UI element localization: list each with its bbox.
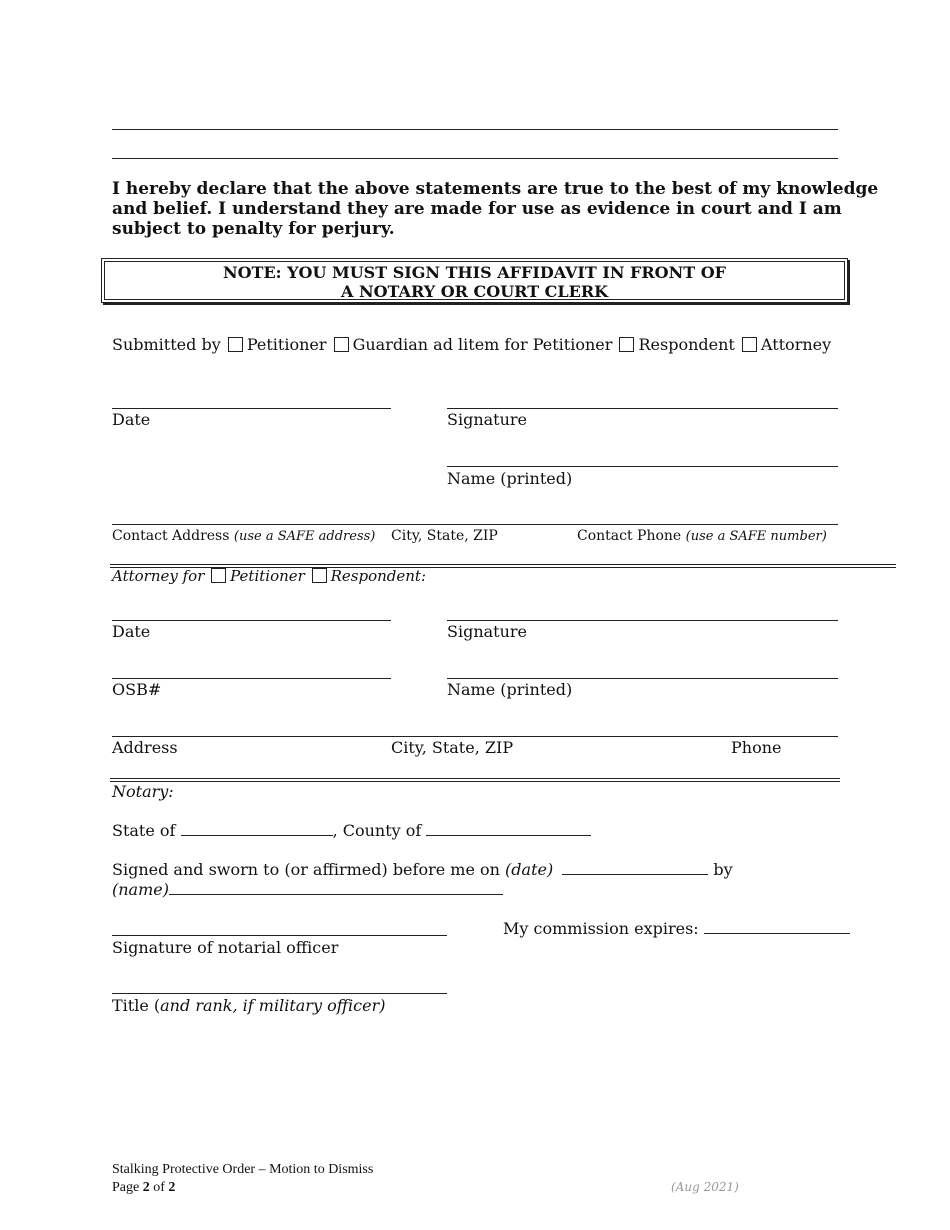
- attorney-date-label: Date: [112, 622, 151, 641]
- state-of-label: State of: [112, 821, 176, 840]
- attorney-phone-label: Phone: [731, 738, 782, 757]
- checkbox-guardian[interactable]: [334, 337, 349, 352]
- contact-phone-note: (use a SAFE number): [685, 529, 827, 544]
- date-italic-label: (date): [505, 860, 554, 879]
- sworn-name-field[interactable]: [169, 880, 503, 895]
- commission-expires-field[interactable]: [704, 919, 850, 934]
- checkbox-attorney[interactable]: [742, 337, 757, 352]
- contact-address-label: Contact Address (use a SAFE address): [112, 528, 376, 544]
- osb-field-line[interactable]: [112, 678, 391, 679]
- statement-line-2[interactable]: [112, 158, 838, 159]
- declaration-text: [112, 179, 878, 239]
- attorney-name-printed-field-line[interactable]: [447, 678, 838, 679]
- attorney-for-label: Attorney for: [112, 567, 205, 585]
- by-label: by: [713, 860, 733, 879]
- notary-signature-label: Signature of notarial officer: [112, 938, 339, 957]
- signature-field-line[interactable]: [447, 408, 838, 409]
- footer-page-number: Page 2 of 2: [112, 1180, 176, 1195]
- name-printed-field-line[interactable]: [447, 466, 838, 467]
- checkbox-petitioner[interactable]: [228, 337, 243, 352]
- attorney-city-state-zip-label: City, State, ZIP: [391, 738, 514, 757]
- section-divider-notary: [110, 778, 840, 782]
- state-field[interactable]: [181, 821, 333, 836]
- attorney-signature-field-line[interactable]: [447, 620, 838, 621]
- note-line-1: NOTE: YOU MUST SIGN THIS AFFIDAVIT IN FRONT OF: [222, 263, 727, 282]
- date-field-line[interactable]: [112, 408, 391, 409]
- attorney-address-field-line[interactable]: [112, 736, 838, 737]
- attorney-option-petitioner: Petitioner: [230, 567, 305, 585]
- attorney-option-respondent: Respondent:: [330, 567, 426, 585]
- attorney-date-field-line[interactable]: [112, 620, 391, 621]
- notary-heading: Notary:: [112, 782, 174, 801]
- checkbox-attorney-petitioner[interactable]: [211, 568, 226, 583]
- county-field[interactable]: [426, 821, 591, 836]
- checkbox-respondent[interactable]: [619, 337, 634, 352]
- contact-field-line[interactable]: [112, 524, 838, 525]
- option-attorney: Attorney: [760, 335, 832, 354]
- note-line-2: A NOTARY OR COURT CLERK: [340, 282, 609, 301]
- declaration-line-2: and belief. I understand they are made for use as evidence in court and I am: [112, 199, 842, 219]
- notary-title-label: Title (and rank, if military officer): [112, 996, 386, 1015]
- option-guardian: Guardian ad litem for Petitioner: [352, 335, 613, 354]
- footer: [112, 1161, 373, 1197]
- submitted-by-label: Submitted by: [112, 335, 221, 354]
- sworn-row: [112, 860, 733, 880]
- notary-title-field-line[interactable]: [112, 993, 447, 994]
- attorney-signature-label: Signature: [447, 622, 528, 641]
- name-italic-label: (name): [112, 880, 169, 899]
- osb-label: OSB#: [112, 680, 162, 699]
- signature-label: Signature: [447, 410, 528, 429]
- declaration-line-3: subject to penalty for perjury.: [112, 219, 395, 239]
- commission-expires-label: My commission expires:: [503, 919, 699, 938]
- submitted-by-row: [112, 335, 831, 355]
- name-printed-label: Name (printed): [447, 469, 573, 488]
- sworn-date-field[interactable]: [562, 860, 708, 875]
- contact-address-note: (use a SAFE address): [233, 529, 376, 544]
- checkbox-attorney-respondent[interactable]: [312, 568, 327, 583]
- sworn-name-row: [112, 880, 503, 900]
- date-label: Date: [112, 410, 151, 429]
- state-county-row: [112, 821, 591, 841]
- option-respondent: Respondent: [638, 335, 735, 354]
- option-petitioner: Petitioner: [246, 335, 327, 354]
- declaration-line-1: I hereby declare that the above statements are true to the best of my knowledge: [112, 179, 879, 199]
- commission-row: [503, 919, 850, 939]
- statement-line-1[interactable]: [112, 129, 838, 130]
- sworn-text: Signed and sworn to (or affirmed) before me on: [112, 860, 500, 879]
- attorney-address-label: Address: [112, 738, 178, 757]
- city-state-zip-label: City, State, ZIP: [391, 528, 498, 544]
- attorney-for-row: [112, 567, 426, 586]
- notary-note-box: [101, 258, 848, 303]
- notary-signature-field-line[interactable]: [112, 935, 447, 936]
- footer-revision: (Aug 2021): [671, 1180, 739, 1194]
- footer-form-title: Stalking Protective Order – Motion to Dismiss: [112, 1162, 374, 1177]
- county-of-label: , County of: [332, 821, 422, 840]
- attorney-name-printed-label: Name (printed): [447, 680, 573, 699]
- contact-phone-label: Contact Phone (use a SAFE number): [577, 528, 827, 544]
